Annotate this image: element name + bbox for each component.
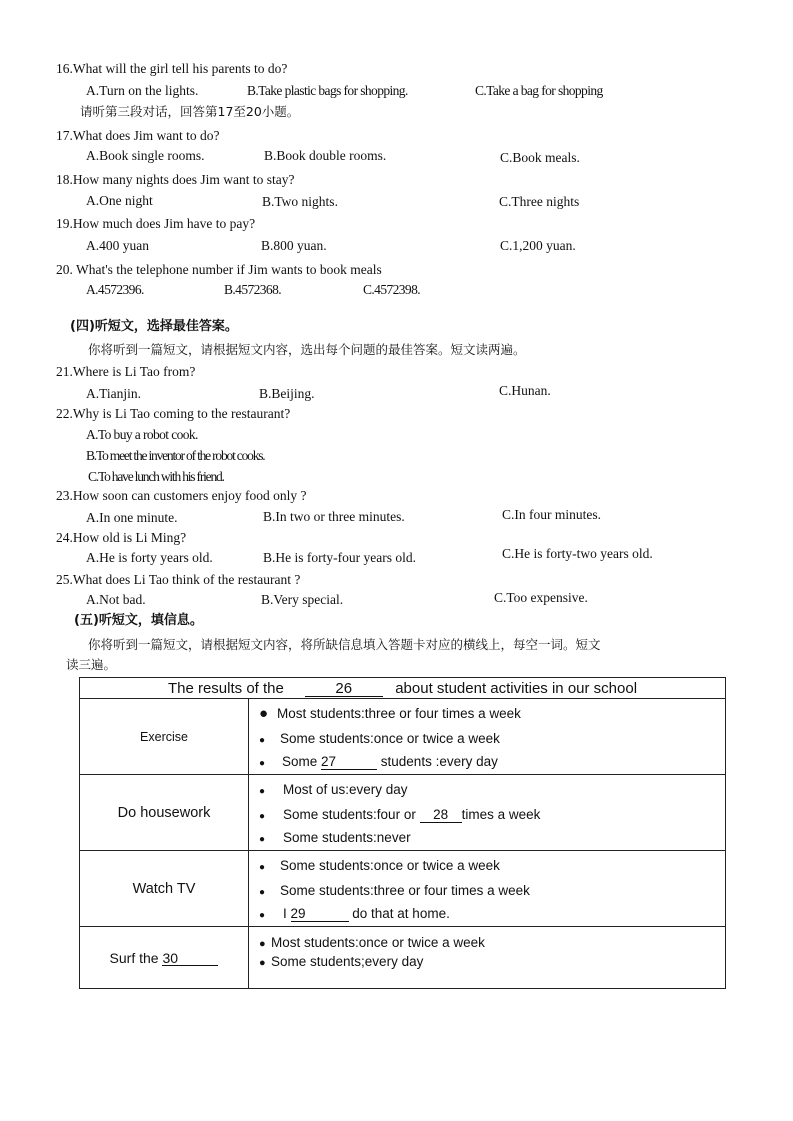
q25-option-c: C.Too expensive. xyxy=(494,590,588,605)
bullet-icon: ● xyxy=(259,887,266,898)
part4-title: (四)听短文，选择最佳答案。 xyxy=(70,319,238,334)
bullet-icon: ● xyxy=(259,786,266,797)
blank-26-number: 26 xyxy=(335,679,353,697)
row-label-housework: Do housework xyxy=(80,775,249,851)
q18-option-a: A.One night xyxy=(86,193,153,208)
question-25: 25.What does Li Tao think of the restaurant ? xyxy=(56,572,301,587)
bullet-icon: ● xyxy=(259,758,266,769)
q19-option-c: C.1,200 yuan. xyxy=(500,238,576,253)
q25-option-b: B.Very special. xyxy=(261,592,344,607)
row-label-watch-tv: Watch TV xyxy=(80,851,249,927)
blank-28[interactable]: 28 xyxy=(420,808,462,823)
list-item: ● Most students:once or twice a week xyxy=(259,933,725,952)
blank-29[interactable]: 29 xyxy=(291,907,349,922)
list-item: ● Most students:three or four times a week xyxy=(259,701,725,726)
list-item: ● I 29 do that at home. xyxy=(259,903,725,925)
q18-option-b: B.Two nights. xyxy=(262,194,338,209)
bullet-icon: ● xyxy=(259,834,266,845)
part4-description: 你将听到一篇短文，请根据短文内容，选出每个问题的最佳答案。短文读两遍。 xyxy=(88,342,526,357)
question-17: 17.What does Jim want to do? xyxy=(56,128,220,143)
list-item: ● Most of us:every day xyxy=(259,777,725,802)
q20-option-b: B.4572368. xyxy=(224,282,282,297)
question-23: 23.How soon can customers enjoy food only ? xyxy=(56,488,307,503)
q22-option-b: B.To meet the inventor of the robot cooks. xyxy=(86,448,265,463)
row-content-exercise xyxy=(249,699,726,775)
list-item: ● Some students:once or twice a week xyxy=(259,726,725,751)
part5-title: (五)听短文，填信息。 xyxy=(74,613,203,628)
bullet-icon: ● xyxy=(259,957,266,969)
q25-option-a: A.Not bad. xyxy=(86,592,146,607)
q16-option-b: B.Take plastic bags for shopping. xyxy=(247,83,408,98)
part3-instruction: 请听第三段对话，回答第17至20小题。 xyxy=(80,104,300,119)
q17-option-b: B.Book double rooms. xyxy=(264,148,387,163)
q23-option-b: B.In two or three minutes. xyxy=(263,509,405,524)
row-content-surf xyxy=(249,927,726,989)
bullet-icon: ● xyxy=(259,862,266,873)
table-title-prefix: The results of the xyxy=(167,679,284,697)
table-title xyxy=(80,678,726,699)
q23-option-c: C.In four minutes. xyxy=(502,507,601,522)
question-21: 21.Where is Li Tao from? xyxy=(56,364,196,379)
q20-option-c: C.4572398. xyxy=(363,282,421,297)
q24-option-c: C.He is forty-two years old. xyxy=(502,546,653,561)
question-16: 16.What will the girl tell his parents to do? xyxy=(56,61,288,76)
q17-option-a: A.Book single rooms. xyxy=(86,148,205,163)
row-content-housework xyxy=(249,775,726,851)
part5-description-line1: 你将听到一篇短文，请根据短文内容，将所缺信息填入答题卡对应的横线上，每空一词。短文 xyxy=(88,637,601,652)
q23-option-a: A.In one minute. xyxy=(86,510,178,525)
bullet-icon: ● xyxy=(259,811,266,822)
table-row-housework xyxy=(80,775,726,851)
list-item: ● Some students:never xyxy=(259,827,725,849)
list-item: ● Some students:four or 28 times a week xyxy=(259,802,725,827)
q24-option-a: A.He is forty years old. xyxy=(86,550,213,565)
q21-option-a: A.Tianjin. xyxy=(86,386,142,401)
q16-option-c: C.Take a bag for shopping xyxy=(475,83,603,98)
q16-option-a: A.Turn on the lights. xyxy=(86,83,199,98)
blank-30[interactable]: 30 xyxy=(162,951,218,966)
blank-27[interactable]: 27 xyxy=(321,755,377,770)
bullet-icon: ● xyxy=(259,705,269,722)
question-20: 20. What's the telephone number if Jim wants to book meals xyxy=(56,262,382,277)
q19-option-a: A.400 yuan xyxy=(86,238,149,253)
list-item: ● Some students:once or twice a week xyxy=(259,853,725,878)
table-title-suffix: about student activities in our school xyxy=(395,679,638,697)
q17-option-c: C.Book meals. xyxy=(500,150,580,165)
row-content-watch-tv xyxy=(249,851,726,927)
blank-26[interactable] xyxy=(305,679,383,697)
row-label-surf: Surf the 30 xyxy=(80,927,249,989)
q22-option-a: A.To buy a robot cook. xyxy=(86,427,198,442)
bullet-icon: ● xyxy=(259,938,266,950)
table-row-surf xyxy=(80,927,726,989)
question-22: 22.Why is Li Tao coming to the restaurant? xyxy=(56,406,291,421)
q19-option-b: B.800 yuan. xyxy=(261,238,327,253)
list-item: ● Some 27 students :every day xyxy=(259,751,725,773)
q21-option-b: B.Beijing. xyxy=(259,386,315,401)
list-item: ● Some students;every day xyxy=(259,952,725,971)
table-row-watch-tv xyxy=(80,851,726,927)
q24-option-b: B.He is forty-four years old. xyxy=(263,550,416,565)
row-label-exercise: Exercise xyxy=(80,699,249,775)
q20-option-a: A.4572396. xyxy=(86,282,144,297)
bullet-icon: ● xyxy=(259,910,266,921)
list-item: ● Some students:three or four times a week xyxy=(259,878,725,903)
q21-option-c: C.Hunan. xyxy=(499,383,551,398)
info-table xyxy=(79,677,726,989)
bullet-icon: ● xyxy=(259,735,266,746)
question-24: 24.How old is Li Ming? xyxy=(56,530,187,545)
table-row-exercise xyxy=(80,699,726,775)
q18-option-c: C.Three nights xyxy=(499,194,580,209)
question-19: 19.How much does Jim have to pay? xyxy=(56,216,256,231)
question-18: 18.How many nights does Jim want to stay? xyxy=(56,172,295,187)
q22-option-c: C.To have lunch with his friend. xyxy=(88,469,224,484)
part5-description-line2: 读三遍。 xyxy=(66,657,117,672)
